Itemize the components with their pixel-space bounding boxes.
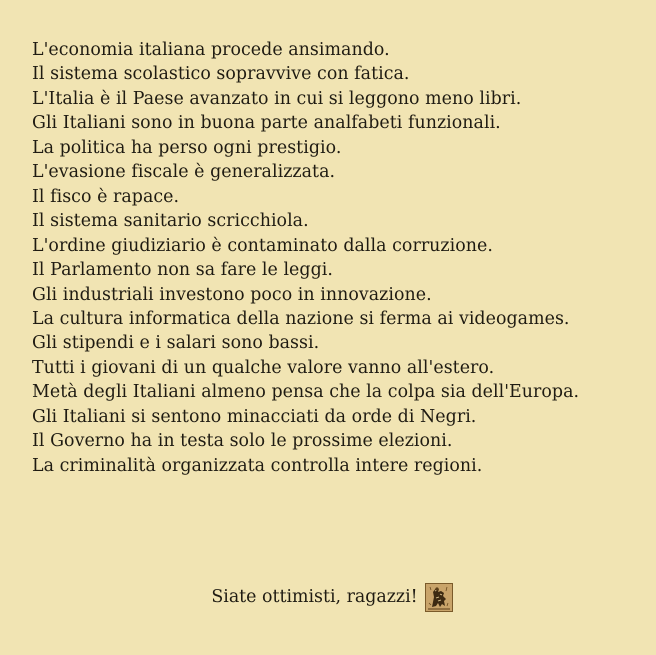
text-line: Gli industriali investono poco in innovazione. [32,284,432,305]
text-line: Il sistema sanitario scricchiola. [32,211,309,232]
text-line: L'evasione fiscale è generalizzata. [32,162,336,183]
text-line: Gli Italiani sono in buona parte analfabeti funzionali. [32,113,501,134]
text-line: Metà degli Italiani almeno pensa che la colpa sia dell'Europa. [32,382,580,403]
closing-group [211,583,452,612]
text-line: La cultura informatica della nazione si ferma ai videogames. [32,308,570,329]
text-line: Tutti i giovani di un qualche valore vanno all'estero. [32,357,495,378]
closing-text: Siate ottimisti, ragazzi! [211,587,418,607]
text-line: L'Italia è il Paese avanzato in cui si leggono meno libri. [32,88,522,109]
text-line: Il Parlamento non sa fare le leggi. [32,260,333,281]
text-line: L'economia italiana procede ansimando. [32,40,390,60]
text-line: La politica ha perso ogni prestigio. [32,137,342,158]
engraved-figure-icon [425,583,453,612]
text-line: Il Governo ha in testa solo le prossime elezioni. [32,431,453,452]
text-line: L'ordine giudiziario è contaminato dalla corruzione. [32,235,493,256]
text-line: Gli Italiani si sentono minacciati da orde di Negri. [32,406,477,427]
text-line: Gli stipendi e i salari sono bassi. [32,333,320,354]
text-line: Il sistema scolastico sopravvive con fatica. [32,64,410,85]
closing-line [0,581,656,613]
text-list [32,38,592,478]
text-line: La criminalità organizzata controlla intere regioni. [32,455,483,476]
text-line: Il fisco è rapace. [32,186,180,207]
